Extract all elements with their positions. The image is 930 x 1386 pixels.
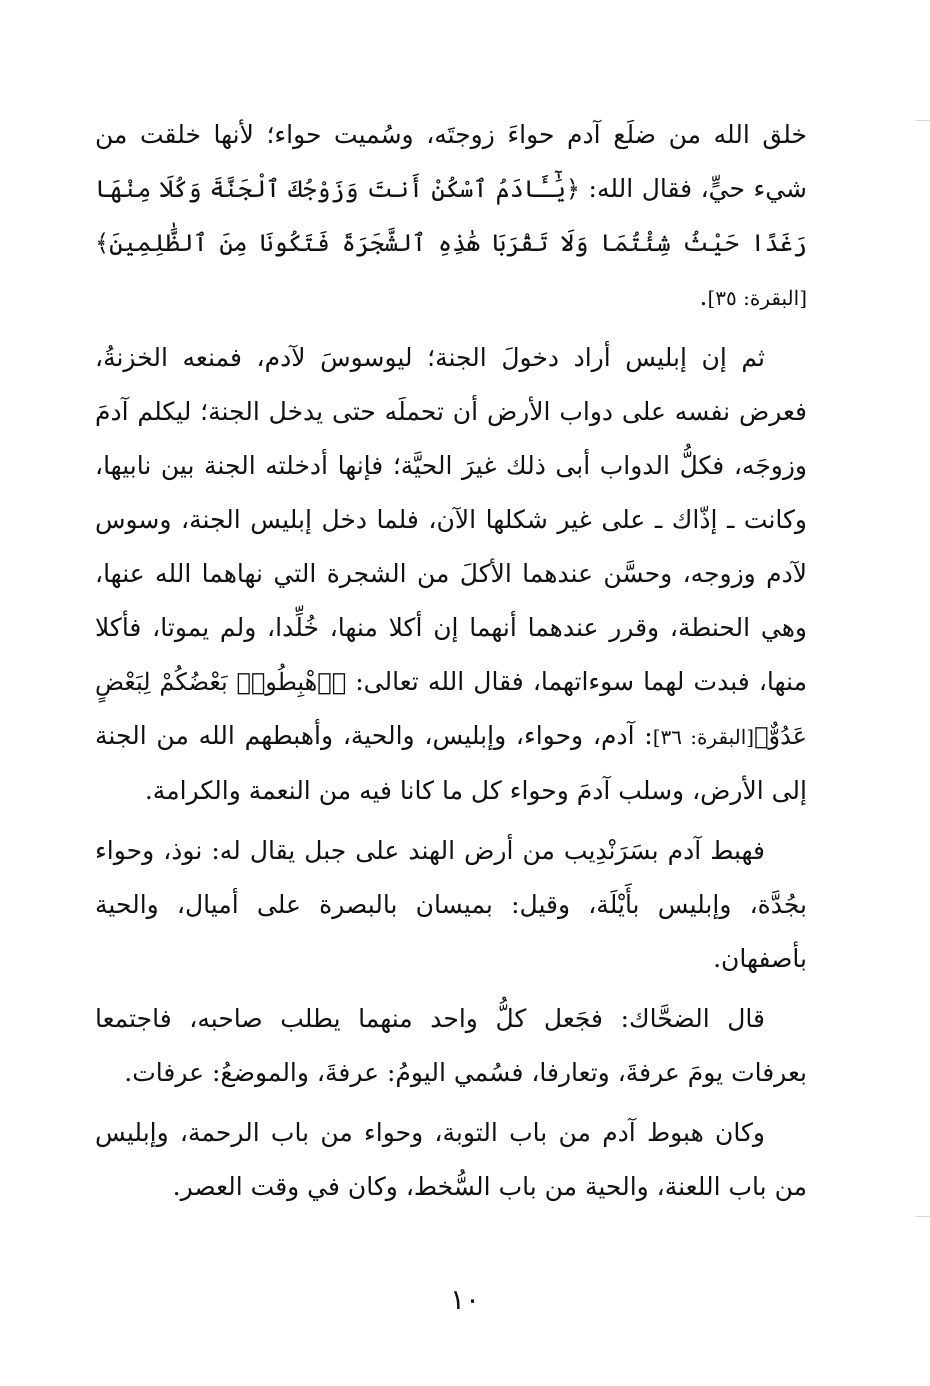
paragraph-text: فهبط آدم بسَرَنْدِيب من أرض الهند على جبل يقال له: نوذ، وحواء بجُدَّة، وإبليس بأَيْلَة، وقيل: بميسان بالبصرة على أميال، والحية بأصفهان. bbox=[95, 836, 807, 973]
paragraph-text: خلق الله من ضلَع آدم حواءَ زوجتَه، وسُميت حواء؛ لأنها خلقت من شيء حيٍّ، فقال الله: bbox=[95, 120, 807, 203]
verse-citation: [البقرة: ٣٦] bbox=[652, 725, 755, 749]
paragraph bbox=[95, 824, 807, 986]
paragraph-text: . bbox=[699, 282, 708, 311]
paragraph bbox=[95, 331, 807, 818]
paragraph-text: : آدم، وحواء، وإبليس، والحية، وأهبطهم الله من الجنة إلى الأرض، وسلب آدمَ وحواء كل ما كانا فيه من النعمة والكرامة. bbox=[95, 721, 807, 805]
quran-verse: ﴿ٱهْبِطُوا۟ بَعْضُكُمْ لِبَعْضٍ عَدُوٌّ﴾ bbox=[95, 668, 807, 750]
paragraph-text: قال الضحَّاك: فجَعل كلُّ واحد منهما يطلب صاحبه، فاجتمعا بعرفات يومَ عرفةَ، وتعارفا، فسُمي اليومُ: عرفةَ، والموضعُ: عرفات. bbox=[95, 1004, 807, 1087]
paragraph-text: وكان هبوط آدم من باب التوبة، وحواء من باب الرحمة، وإبليس من باب اللعنة، والحية من باب السُّخط، وكان في وقت العصر. bbox=[95, 1118, 807, 1201]
paragraph bbox=[95, 992, 807, 1100]
paragraph-text: ثم إن إبليس أراد دخولَ الجنة؛ ليوسوسَ لآدم، فمنعه الخزنةُ، فعرض نفسه على دواب الأرض أن تحملَه حتى يدخل الجنة؛ ليكلم آدمَ وزوجَه، فكلُّ الدواب أبى ذلك غيرَ الحيَّة؛ فإنها أدخلته الجنة بين نابيها، وكانت ـ إذّاك ـ على غير شكلها الآن، فلما دخل إبليس الجنة، وسوس لآدم وزوجه، وحسَّن عندهما الأكلَ من الشجرة التي نهاهما الله عنها، وهي الحنطة، وقرر عندهما أنهما إن أكلا منها، خُلِّدا، ولم يموتا، فأكلا منها، فبدت لهما سوءاتهما، فقال الله تعالى: bbox=[95, 343, 807, 696]
paragraph bbox=[95, 108, 807, 325]
page-body bbox=[95, 108, 807, 1220]
edge-mark bbox=[916, 1216, 930, 1217]
paragraph bbox=[95, 1106, 807, 1214]
verse-citation: [البقرة: ٣٥] bbox=[707, 286, 807, 310]
quran-verse: ﴿يَٰٓـَٔادَمُ ٱسْكُنْ أَنتَ وَزَوْجُكَ ٱلْجَنَّةَ وَكُلَا مِنْهَا رَغَدًا حَيْثُ شِئْتُمَا وَلَا تَقْرَبَا هَٰذِهِ ٱلشَّجَرَةَ فَتَكُونَا مِنَ ٱلظَّٰلِمِينَ﴾ bbox=[95, 175, 807, 257]
edge-mark bbox=[916, 120, 930, 121]
page-number: ١٠ bbox=[449, 1283, 481, 1316]
